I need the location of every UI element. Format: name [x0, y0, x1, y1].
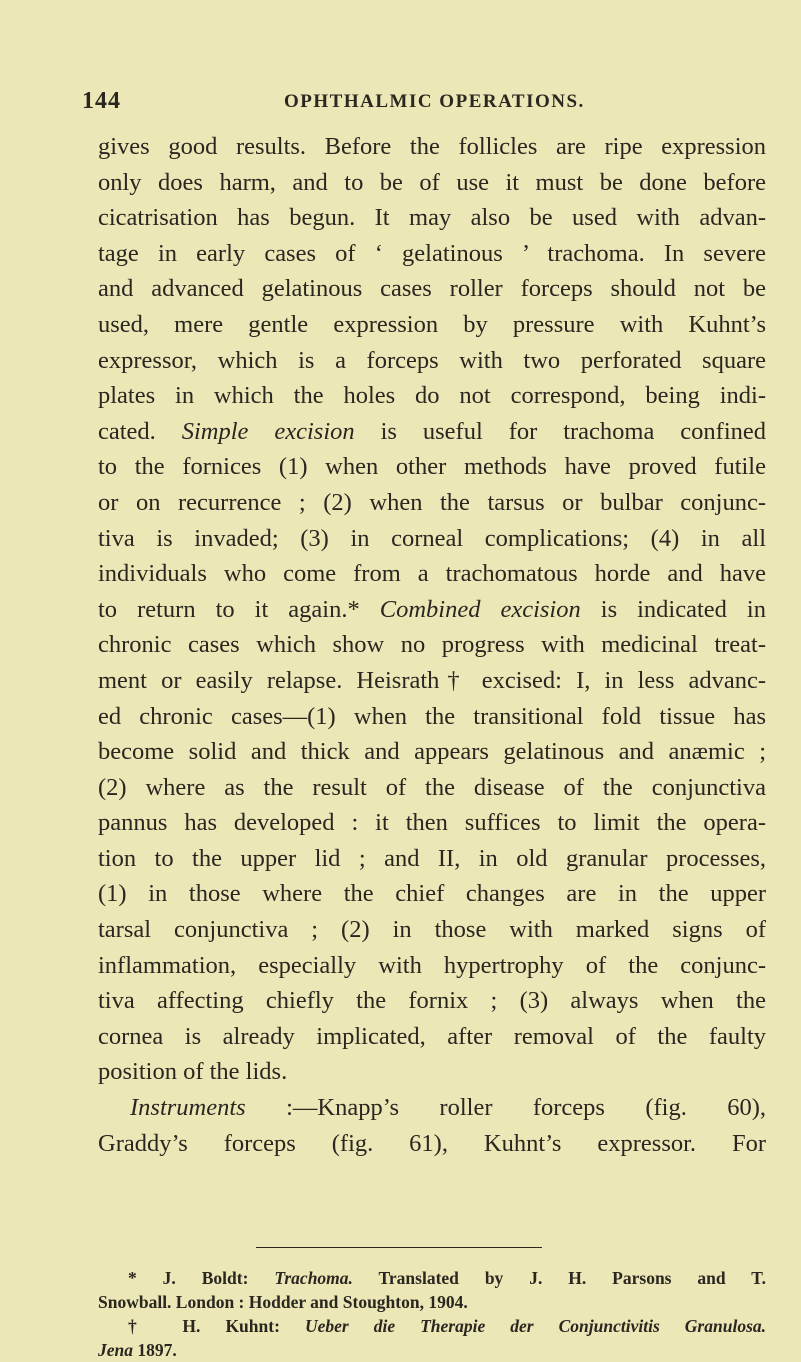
italic-term-simple-excision: Simple excision	[181, 417, 355, 445]
text-line: only does harm, and to be of use it must be done before	[98, 168, 766, 196]
text-line: tiva is invaded; (3) in corneal complications; (4) in all	[98, 524, 766, 552]
text-line: inflammation, especially with hypertrophy of the conjunc-	[98, 951, 766, 979]
text-line	[98, 414, 766, 450]
text-line: tarsal conjunctiva ; (2) in those with marked signs of	[98, 916, 766, 944]
text-line: pannus has developed : it then suffices to limit the opera-	[98, 809, 766, 837]
page-number: 144	[82, 88, 121, 114]
italic-title: Ueber die Therapie der Conjunctivitis Granulosa.	[304, 1316, 767, 1336]
text-run: to return to it again.*	[98, 595, 380, 623]
text-run: Translated by J. H. Parsons and T.	[352, 1268, 766, 1288]
italic-term-combined-excision: Combined excision	[379, 595, 581, 623]
text-run: † H. Kuhnt:	[128, 1316, 305, 1336]
text-run: 1897.	[133, 1340, 177, 1360]
text-line	[98, 1090, 766, 1126]
footnote-line	[98, 1338, 766, 1362]
footnotes	[98, 1266, 766, 1362]
text-line: ment or easily relapse. Heisrath† excised: I, in less advanc-	[98, 666, 766, 694]
italic-place: Jena	[98, 1340, 133, 1360]
text-run: cated.	[98, 417, 182, 445]
italic-title: Trachoma.	[274, 1268, 353, 1288]
text-line: become solid and thick and appears gelatinous and anæmic ;	[98, 738, 766, 766]
footnote-line	[98, 1314, 766, 1338]
text-line: plates in which the holes do not correspond, being indi-	[98, 382, 766, 410]
italic-term-instruments: Instruments	[130, 1094, 246, 1122]
text-line: chronic cases which show no progress with medicinal treat-	[98, 631, 766, 659]
text-line: (2) where as the result of the disease of the conjunctiva	[98, 773, 766, 801]
text-run: * J. Boldt:	[128, 1268, 275, 1288]
text-line: gives good results. Before the follicles are ripe expression	[98, 133, 766, 160]
running-head: OPHTHALMIC OPERATIONS.	[284, 91, 585, 112]
text-line: (1) in those where the chief changes are in the upper	[98, 880, 766, 908]
text-line: tiva affecting chiefly the fornix ; (3) always when the	[98, 987, 766, 1015]
text-line: ed chronic cases—(1) when the transitional fold tissue has	[98, 702, 766, 730]
footnote-line: Snowball. London : Hodder and Stoughton, 1904.	[98, 1292, 468, 1312]
text-line: expressor, which is a forceps with two perforated square	[98, 346, 766, 374]
page-header	[0, 88, 801, 118]
text-run: is useful for trachoma confined	[354, 417, 766, 445]
text-line: Graddy’s forceps (fig. 61), Kuhnt’s expressor. For	[98, 1129, 766, 1157]
text-line: cicatrisation has begun. It may also be used with advan-	[98, 204, 766, 232]
text-line: cornea is already implicated, after removal of the faulty	[98, 1022, 766, 1050]
text-line: and advanced gelatinous cases roller forceps should not be	[98, 275, 766, 303]
footnote-rule	[256, 1247, 542, 1248]
text-run: :—Knapp’s roller forceps (fig. 60),	[245, 1094, 766, 1122]
text-line: tion to the upper lid ; and II, in old granular processes,	[98, 844, 766, 872]
text-line	[98, 592, 766, 628]
text-line: individuals who come from a trachomatous horde and have	[98, 560, 766, 588]
text-line: tage in early cases of ‘ gelatinous ’ trachoma. In severe	[98, 239, 766, 267]
text-line: used, mere gentle expression by pressure with Kuhnt’s	[98, 310, 766, 338]
text-line: to the fornices (1) when other methods have proved futile	[98, 453, 766, 481]
text-line: or on recurrence ; (2) when the tarsus or bulbar conjunc-	[98, 488, 766, 516]
text-run: is indicated in	[580, 595, 766, 623]
body-text	[98, 129, 766, 1161]
footnote-line	[98, 1266, 766, 1290]
text-line: position of the lids.	[98, 1058, 288, 1086]
